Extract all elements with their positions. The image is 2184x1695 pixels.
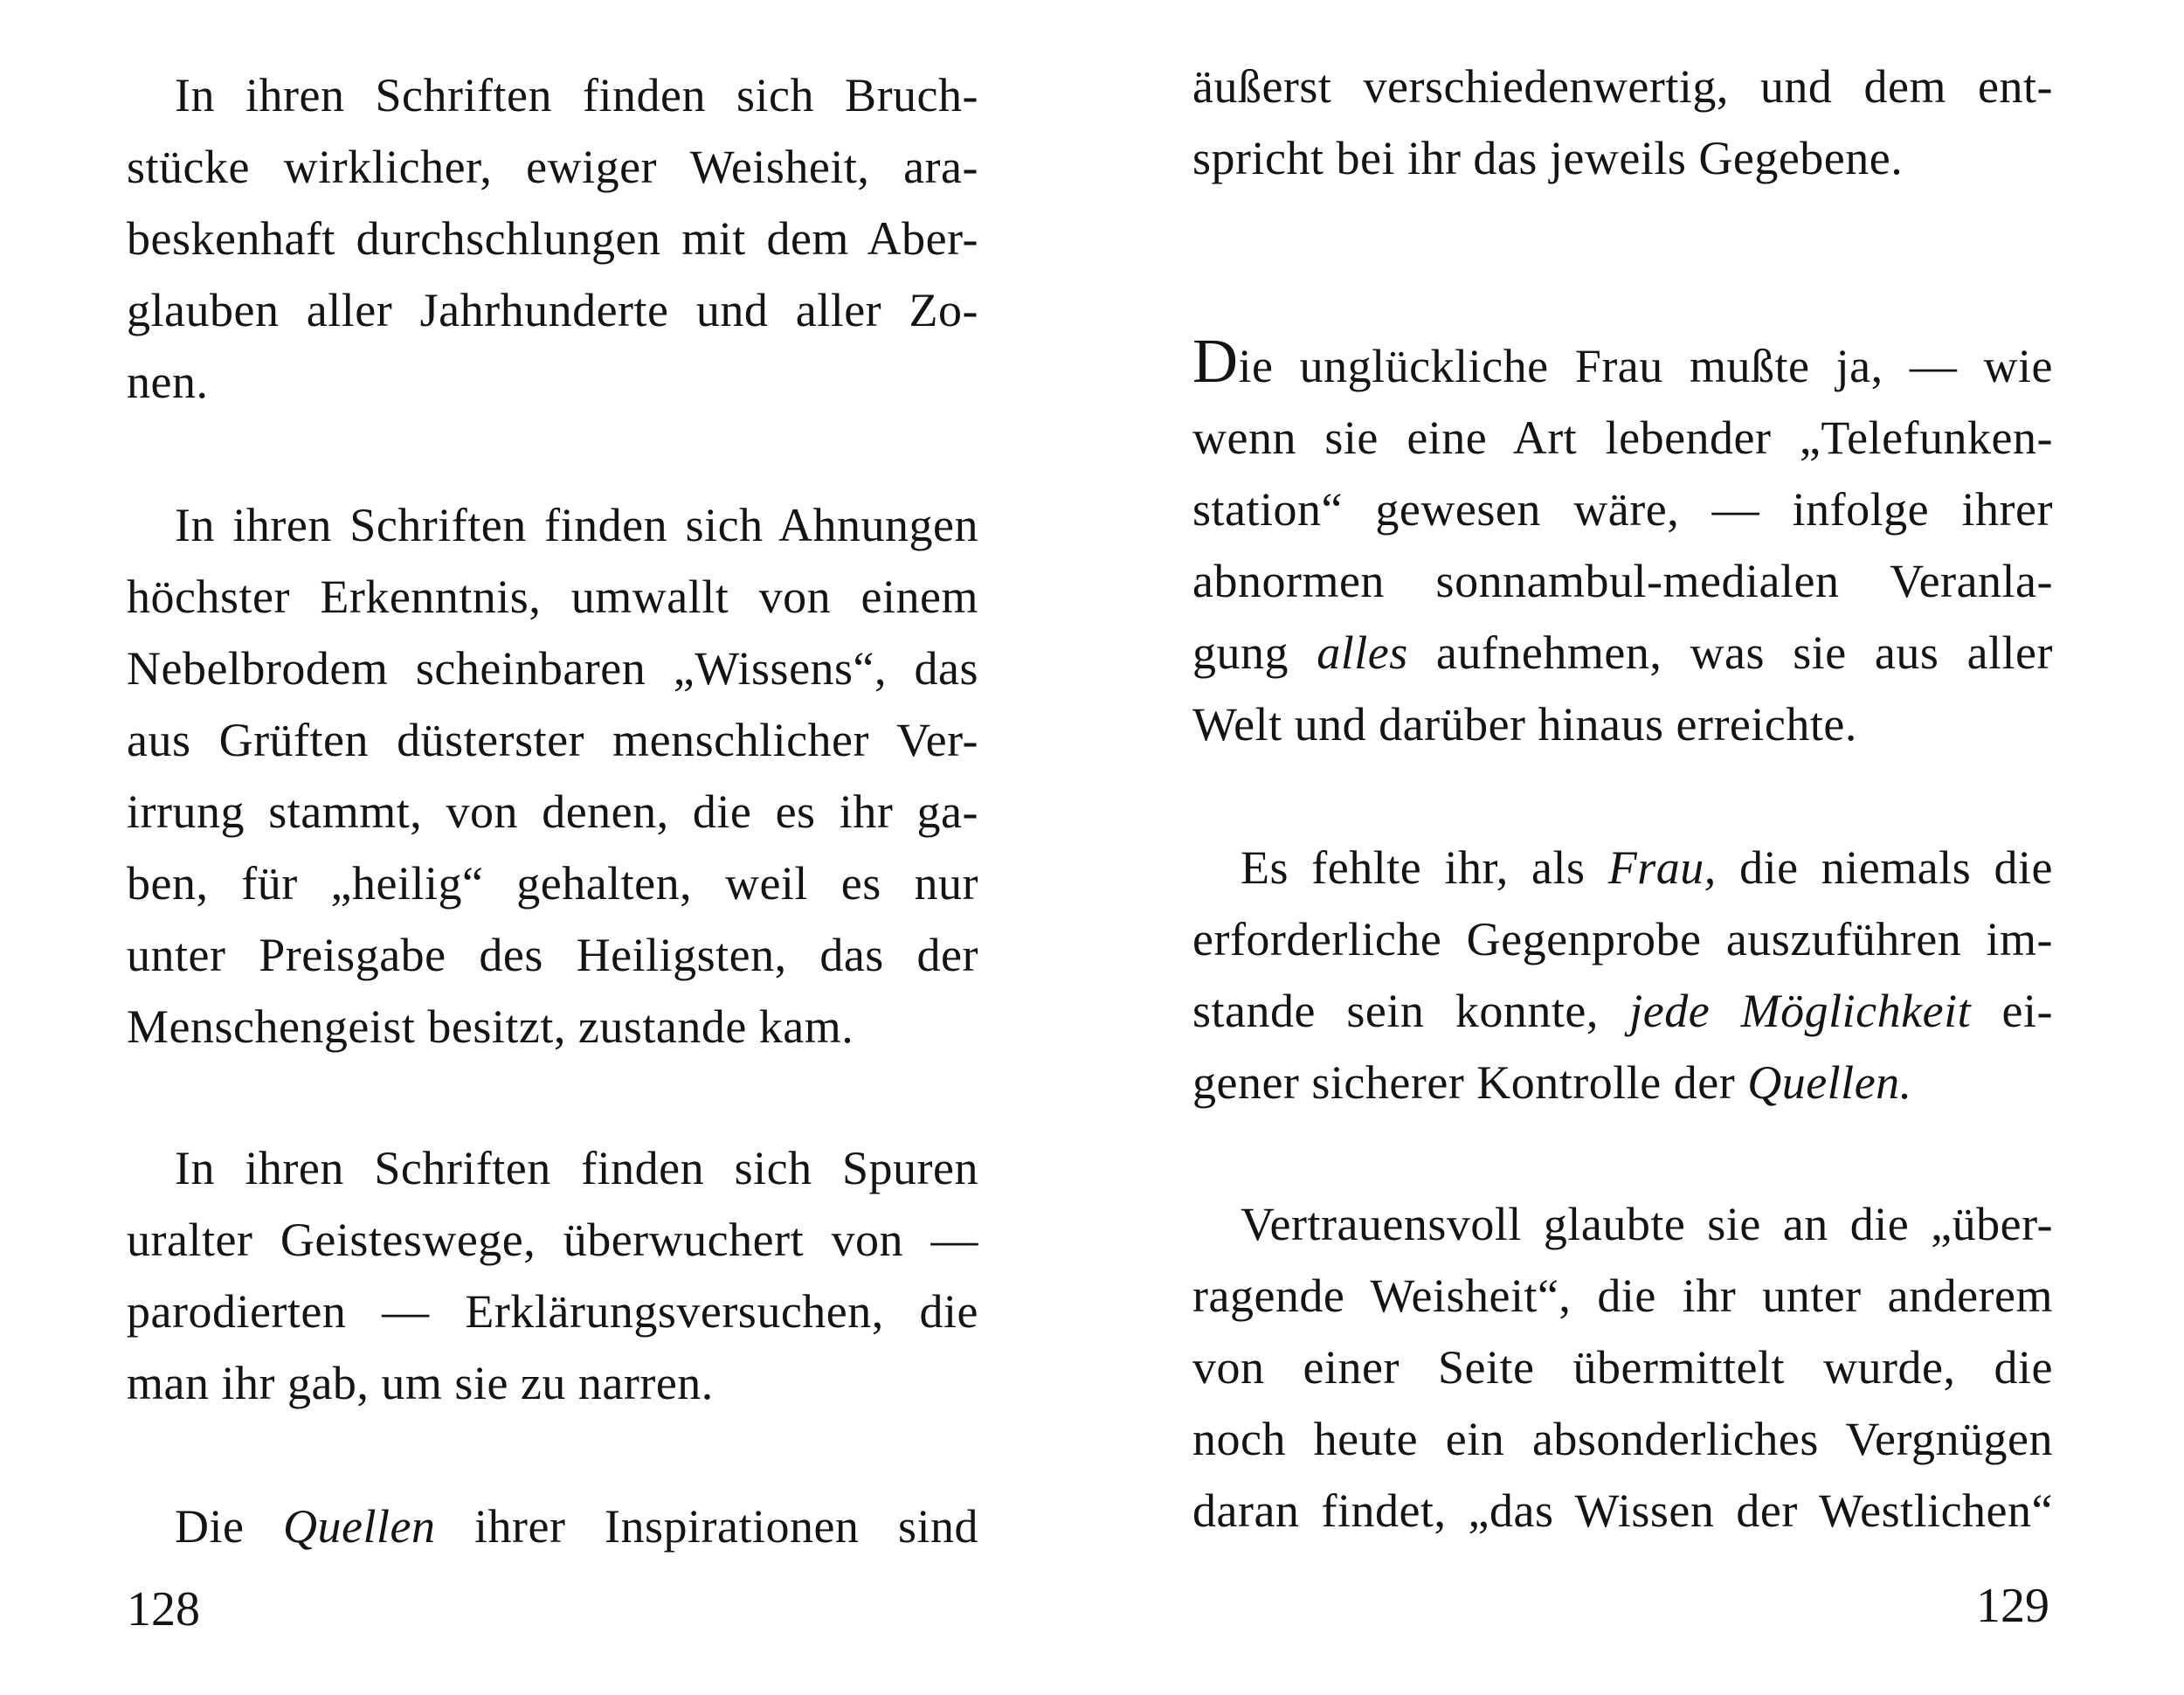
text-line: beskenhaft durchschlungen mit dem Aber- xyxy=(127,212,978,265)
text-line: In ihren Schriften finden sich Bruch- xyxy=(175,69,978,121)
text-line: aus Grüften düsterster menschlicher Ver- xyxy=(127,714,978,766)
text-line: daran findet, „das Wissen der Westlichen“ xyxy=(1192,1484,2053,1537)
text-line: uralter Geisteswege, überwuchert von — xyxy=(127,1214,978,1266)
text-line: äußerst verschiedenwertig, und dem ent- xyxy=(1192,60,2053,113)
text-line: station“ gewesen wäre, — infolge ihrer xyxy=(1192,483,2053,536)
text-line: abnormen sonnambul-medialen Veranla- xyxy=(1192,555,2053,607)
text-segment: ei- xyxy=(1971,985,2053,1037)
text-line xyxy=(1192,1047,2053,1118)
page-number-left: 128 xyxy=(127,1582,200,1636)
text-line: Welt und darüber hinaus erreichte. xyxy=(1192,698,1857,751)
emphasis-text: jede Möglichkeit xyxy=(1629,985,1972,1037)
text-line: glauben aller Jahrhunderte und aller Zo- xyxy=(127,284,978,336)
text-segment: gung xyxy=(1192,626,1317,679)
text-line: Vertrauensvoll glaubte sie an die „über- xyxy=(1241,1198,2053,1250)
text-line: Menschengeist besitzt, zustande kam. xyxy=(127,1000,854,1053)
text-line: nen. xyxy=(127,356,209,408)
text-segment: Es fehlte ihr, als xyxy=(1241,841,1608,894)
text-line: In ihren Schriften finden sich Spuren xyxy=(175,1142,978,1194)
text-line: ragende Weisheit“, die ihr unter anderem xyxy=(1192,1270,2053,1322)
left-paragraph-1 xyxy=(127,59,978,418)
text-line: stücke wirklicher, ewiger Weisheit, ara- xyxy=(127,141,978,193)
text-line: von einer Seite übermittelt wurde, die xyxy=(1192,1341,2053,1394)
text-line: In ihren Schriften finden sich Ahnungen xyxy=(175,499,978,551)
left-paragraph-4 xyxy=(127,1491,978,1562)
right-paragraph-2 xyxy=(1192,326,2054,760)
emphasis-text: Frau, xyxy=(1607,841,1717,894)
text-line xyxy=(1192,617,2053,688)
text-segment: ihrer Inspirationen sind xyxy=(435,1500,978,1553)
text-line: erforderliche Gegenprobe auszuführen im- xyxy=(1192,913,2053,965)
text-line: spricht bei ihr das jeweils Gegebene. xyxy=(1192,132,1904,184)
text-line: noch heute ein absonderliches Vergnügen xyxy=(1192,1413,2053,1465)
text-line: ben, für „heilig“ gehalten, weil es nur xyxy=(127,857,978,910)
text-line xyxy=(127,1491,978,1562)
page-number-right: 129 xyxy=(1976,1579,2049,1633)
right-page xyxy=(1192,0,2053,1695)
text-segment: gener sicherer Kontrolle der xyxy=(1192,1056,1748,1109)
emphasis-text: Quellen xyxy=(283,1500,436,1553)
left-paragraph-3 xyxy=(127,1132,978,1419)
emphasis-text: Quellen. xyxy=(1747,1056,1912,1109)
text-line: Nebelbrodem scheinbaren „Wissens“, das xyxy=(127,642,978,695)
text-line xyxy=(1192,326,2053,402)
left-page xyxy=(127,0,978,1695)
right-paragraph-1 xyxy=(1192,51,2053,194)
emphasis-text: alles xyxy=(1317,626,1408,679)
text-line: man ihr gab, um sie zu narren. xyxy=(127,1357,714,1409)
text-segment: stande sein konnte, xyxy=(1192,985,1630,1037)
text-segment: aufnehmen, was sie aus aller xyxy=(1407,626,2054,679)
right-paragraph-4 xyxy=(1192,1188,2053,1546)
text-line: parodierten — Erklärungsversuchen, die xyxy=(127,1285,978,1338)
text-segment: ie unglückliche Frau mußte ja, — wie xyxy=(1238,340,2053,392)
right-paragraph-3 xyxy=(1192,832,2053,1118)
drop-cap: D xyxy=(1192,326,1239,396)
left-paragraph-2 xyxy=(127,489,978,1062)
text-line xyxy=(1192,832,2053,903)
text-line xyxy=(1192,975,2053,1047)
text-segment: die niemals die xyxy=(1716,841,2053,894)
text-line: wenn sie eine Art lebender „Telefunken- xyxy=(1192,412,2053,464)
text-segment: Die xyxy=(175,1500,284,1553)
text-line: irrung stammt, von denen, die es ihr ga- xyxy=(127,785,978,838)
text-line: unter Preisgabe des Heiligsten, das der xyxy=(127,929,978,981)
text-line: höchster Erkenntnis, umwallt von einem xyxy=(127,571,978,623)
